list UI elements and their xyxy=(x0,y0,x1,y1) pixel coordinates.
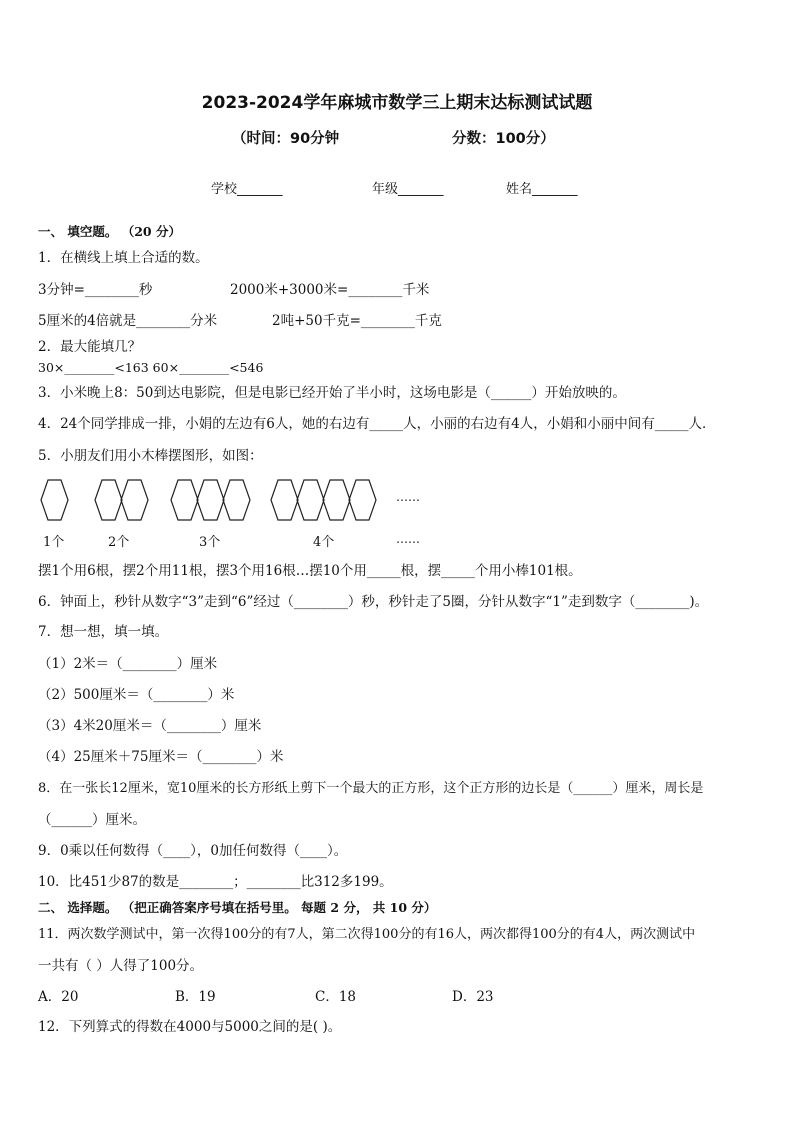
school-field: 学校_______ xyxy=(211,182,283,197)
q11-option-a: A．20 xyxy=(38,989,79,1005)
q5-label-4: 4个 xyxy=(313,535,335,550)
hexagon-shape xyxy=(121,480,148,520)
q5-stem: 5．小朋友们用小木棒摆图形，如图： xyxy=(38,448,263,464)
section-2-header: 二、 选择题。 （把正确答案序号填在括号里。 每题 2 分， 共 10 分） xyxy=(38,900,437,915)
q7-item-1: （1）2米＝（________）厘米 xyxy=(38,656,218,672)
q11-option-c: C．18 xyxy=(315,989,357,1005)
q10: 10．比451少87的数是________；________比312多199。 xyxy=(38,874,393,890)
q5-label-3: 3个 xyxy=(199,535,221,550)
q7-item-3: （3）4米20厘米＝（________）厘米 xyxy=(38,718,262,734)
q5-label-1: 1个 xyxy=(43,535,65,550)
q1-item-c: 5厘米的4倍就是________分米 xyxy=(38,313,218,329)
hexagon-shape xyxy=(271,480,298,520)
q11-option-b: B．19 xyxy=(175,989,216,1005)
q12: 12．下列算式的得数在4000与5000之间的是( )。 xyxy=(38,1019,342,1035)
q1-item-d: 2吨+50千克=________千克 xyxy=(272,313,442,329)
q1-stem: 1．在横线上填上合适的数。 xyxy=(38,250,209,266)
hexagon-shape xyxy=(323,480,350,520)
hexagon-shape xyxy=(197,480,224,520)
q11-line-1: 11．两次数学测试中，第一次得100分的有7人，第二次得100分的有16人，两次都得100分的有4人，两次测试中 xyxy=(38,927,696,942)
q7-item-2: （2）500厘米＝（________）米 xyxy=(38,687,235,703)
hexagon-shape xyxy=(171,480,198,520)
q5-label-2: 2个 xyxy=(108,535,130,550)
q7-item-4: （4）25厘米＋75厘米＝（________）米 xyxy=(38,749,284,765)
page-title: 2023-2024学年麻城市数学三上期末达标测试试题 xyxy=(201,93,593,113)
q8-line-2: （______）厘米。 xyxy=(38,812,146,828)
q4: 4．24个同学排成一排，小娟的左边有6人，她的右边有_____人，小丽的右边有4人，小娟和小丽中间有_____人． xyxy=(38,416,716,432)
hexagon-shape xyxy=(349,480,376,520)
q8-line-1: 8．在一张长12厘米，宽10厘米的长方形纸上剪下一个最大的正方形，这个正方形的边长是（______）厘米，周长是 xyxy=(38,781,704,796)
section-1-header: 一、 填空题。 （20 分） xyxy=(38,224,181,239)
q11-option-d: D．23 xyxy=(452,989,494,1005)
q3: 3．小米晚上8：50到达电影院，但是电影已经开始了半小时，这场电影是（______）开始放映的。 xyxy=(38,385,626,401)
q1-item-a: 3分钟=________秒 xyxy=(38,282,153,298)
q11-line-2: 一共有（ ）人得了100分。 xyxy=(38,958,204,974)
hexagon-shape xyxy=(41,480,68,520)
q2-line: 30×________<163 60×________<546 xyxy=(38,360,264,375)
exam-score: 分数：100分） xyxy=(452,131,555,147)
grade-field: 年级_______ xyxy=(372,182,444,197)
hexagon-shape xyxy=(223,480,250,520)
q6: 6．钟面上，秒针从数字“3”走到“6”经过（________）秒，秒针走了5圈，分针从数字“1”走到数字（________)。 xyxy=(38,594,709,610)
q2-stem: 2．最大能填几？ xyxy=(38,339,142,355)
hexagon-shape xyxy=(95,480,122,520)
q1-item-b: 2000米+3000米=________千米 xyxy=(230,282,430,298)
hexagon-pattern-figure xyxy=(30,470,410,530)
hexagon-shape xyxy=(297,480,324,520)
exam-time: （时间：90分钟 xyxy=(232,131,340,147)
q7-stem: 7．想一想，填一填。 xyxy=(38,624,169,640)
q5-dots-top: …… xyxy=(396,490,420,504)
q5-dots-bottom: …… xyxy=(396,532,420,546)
q5-line: 摆1个用6根，摆2个用11根，摆3个用16根…摆10个用_____根，摆_____个用小棒101根。 xyxy=(38,563,582,579)
q9: 9．0乘以任何数得（____），0加任何数得（____）。 xyxy=(38,843,348,859)
name-field: 姓名_______ xyxy=(506,182,578,197)
